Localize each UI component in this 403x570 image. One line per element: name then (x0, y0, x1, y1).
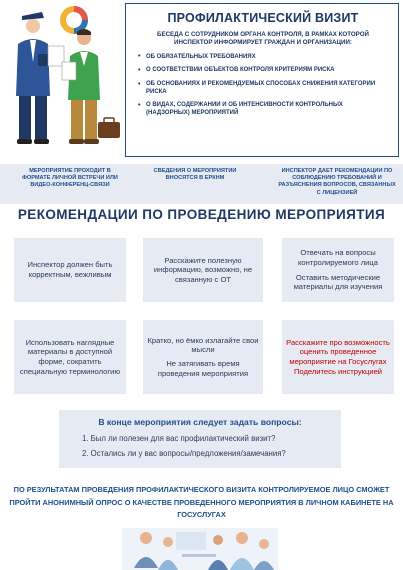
rec-text: Использовать наглядные материалы в доступной форме, сократить специальную терминологию (19, 337, 121, 376)
question-item: 2. Остались ли у вас вопросы/предложения/замечания? (82, 449, 286, 458)
rec-text: Инспектор должен быть корректным, вежливым (27, 260, 113, 279)
rec-text: Отвечать на вопросы контролируемого лица (298, 248, 378, 267)
visit-topic: • О ВИДАХ, СОДЕРЖАНИИ И ОБ ИНТЕНСИВНОСТИ КОНТРОЛЬНЫХ (НАДЗОРНЫХ) МЕРОПРИЯТИЙ (138, 102, 388, 117)
rec-text: Расскажите про возможность оценить проведенное мероприятие на Госуслугах (286, 337, 390, 366)
visit-topics-list (138, 54, 388, 118)
recommendations-title: РЕКОМЕНДАЦИИ ПО ПРОВЕДЕНИЮ МЕРОПРИЯТИЯ (17, 207, 386, 222)
rec-box-useful-info (143, 238, 263, 302)
fact-recommendations: ИНСПЕКТОР ДАЕТ РЕКОМЕНДАЦИИ ПО СОБЛЮДЕНИЮ ТРЕБОВАНИЙ И РАЗЪЯСНЕНИЯ ВОПРОСОВ, СВЯЗАННЫХ С ЛИЦЕНЗИЕЙ (278, 168, 396, 196)
questions-card (59, 410, 341, 468)
questions-title: В конце мероприятия следует задать вопросы: (98, 417, 302, 427)
rec-box-gosuslugi (282, 320, 394, 394)
fact-format: МЕРОПРИЯТИЕ ПРОХОДИТ В ФОРМАТЕ ЛИЧНОЙ ВСТРЕЧИ ИЛИ ВИДЕО-КОНФЕРЕНЦ-СВЯЗИ (22, 168, 118, 189)
facts-strip (0, 164, 403, 204)
visit-topic: • ОБ ОСНОВАНИЯХ И РЕКОМЕНДУЕМЫХ СПОСОБАХ СНИЖЕНИЯ КАТЕГОРИИ РИСКА (138, 81, 388, 96)
visit-info-card (125, 3, 399, 157)
rec-text: Не затягивать время проведения мероприятия (157, 359, 249, 378)
rec-box-brevity (143, 320, 263, 394)
rec-text: Поделитесь инструкцией (293, 366, 383, 376)
visit-title: ПРОФИЛАКТИЧЕСКИЙ ВИЗИТ (167, 11, 359, 25)
rec-text: Кратко, но ёмко излагайте свои мысли (147, 335, 259, 355)
rec-box-visual-materials (14, 320, 126, 394)
visit-lead: БЕСЕДА С СОТРУДНИКОМ ОРГАНА КОНТРОЛЯ, В РАМКАХ КОТОРОЙ ИНСПЕКТОР ИНФОРМИРУЕТ ГРАЖДАН И ОРГАНИЗАЦИИ: (157, 31, 369, 47)
meeting-illustration (122, 528, 278, 570)
survey-footer-text: ПО РЕЗУЛЬТАТАМ ПРОВЕДЕНИЯ ПРОФИЛАКТИЧЕСКОГО ВИЗИТА КОНТРОЛИРУЕМОЕ ЛИЦО СМОЖЕТ ПРОЙТИ АНОНИМНЫЙ ОПРОС О КАЧЕСТВЕ ПРОВЕДЕННОГО МЕРОПРИЯТИЯ В ЛИЧНОМ КАБИНЕТЕ НА ГОСУСЛУГАХ (9, 485, 394, 520)
visit-topic: • О СООТВЕТСТВИИ ОБЪЕКТОВ КОНТРОЛЯ КРИТЕРИЯМ РИСКА (138, 67, 388, 75)
question-item: 1. Был ли полезен для вас профилактический визит? (82, 434, 276, 443)
officials-illustration (4, 4, 122, 152)
rec-box-politeness (14, 238, 126, 302)
visit-topic: • ОБ ОБЯЗАТЕЛЬНЫХ ТРЕБОВАНИЯХ (138, 54, 388, 62)
rec-box-answers (282, 238, 394, 302)
fact-erknm: СВЕДЕНИЯ О МЕРОПРИЯТИИ ВНОСЯТСЯ В ЕРКНМ (153, 168, 237, 182)
rec-text: Оставить методические материалы для изучения (293, 272, 383, 292)
rec-text: Расскажите полезную информацию, возможно, не связанную с ОТ (153, 255, 253, 284)
